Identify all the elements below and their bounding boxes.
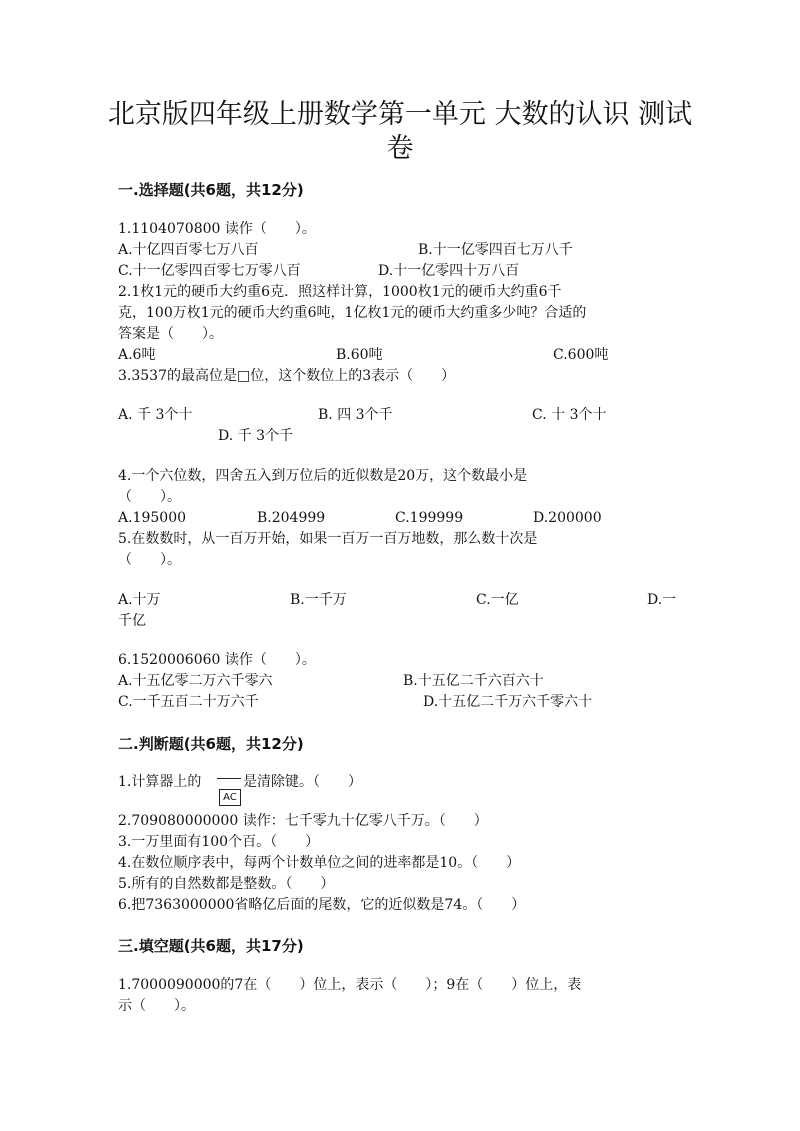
q4-line-2: （ ）。 xyxy=(118,489,181,505)
q5-option-d: D.一 xyxy=(647,592,677,608)
q5-line-2: （ ）。 xyxy=(118,552,181,568)
f1-line-1: 1.7000090000的7在（ ）位上，表示（ ）；9在（ ）位上，表 xyxy=(118,977,582,993)
q6-stem: 6.1520006060 读作（ ）。 xyxy=(118,652,316,668)
q5-option-a: A.十万 xyxy=(118,592,161,608)
q3-option-c: C. 十 3个十 xyxy=(532,407,607,423)
q2-line-2: 克，100万枚1元的硬币大约重6吨，1亿枚1元的硬币大约重多少吨？合适的 xyxy=(118,305,587,321)
q4-option-c: C.199999 xyxy=(395,510,464,526)
q6-option-b: B.十五亿二千六百六十 xyxy=(403,673,544,689)
q5-line-1: 5.在数数时，从一百万开始，如果一百万一百万地数，那么数十次是 xyxy=(118,531,538,547)
q3-option-a: A. 千 3个十 xyxy=(118,407,193,423)
page-title xyxy=(100,98,700,166)
section-fill-title: 三.填空题(共6题，共17分) xyxy=(118,937,304,955)
q1-option-a: A.十亿四百零七万八百 xyxy=(118,242,259,258)
q6-option-a: A.十五亿零二万六千零六 xyxy=(118,673,273,689)
j4-text: 4.在数位顺序表中，每两个计数单位之间的进率都是10。（ ） xyxy=(118,855,521,871)
section-judge-title: 二.判断题(共6题，共12分) xyxy=(118,735,304,753)
q1-option-c: C.十一亿零四百零七万零八百 xyxy=(118,263,301,279)
q3-option-d: D. 千 3个千 xyxy=(218,428,293,444)
q3-option-b: B. 四 3个千 xyxy=(318,407,393,423)
q2-line-1: 2.1枚1元的硬币大约重6克．照这样计算，1000枚1元的硬币大约重6千 xyxy=(118,284,562,300)
j1-text-b: 是清除键。（ ） xyxy=(243,774,362,790)
title-line-2: 卷 xyxy=(386,133,414,164)
q6-option-d: D.十五亿二千万六千零六十 xyxy=(423,694,593,710)
ac-key-icon: AC xyxy=(219,789,241,806)
title-line-1: 北京版四年级上册数学第一单元 大数的认识 测试 xyxy=(107,99,693,130)
ac-key-top-line xyxy=(217,778,241,779)
j6-text: 6.把7363000000省略亿后面的尾数，它的近似数是74。（ ） xyxy=(118,897,526,913)
q1-option-b: B.十一亿零四百七万八千 xyxy=(418,242,573,258)
q2-option-c: C.600吨 xyxy=(553,347,609,363)
q5-option-c: C.一亿 xyxy=(476,592,519,608)
q5-option-b: B.一千万 xyxy=(290,592,347,608)
j2-text: 2.709080000000 读作：七千零九十亿零八千万。（ ） xyxy=(118,813,488,829)
q1-option-d: D.十一亿零四十万八百 xyxy=(378,263,520,279)
q2-line-3: 答案是（ ）。 xyxy=(118,326,223,342)
f1-line-2: 示（ ）。 xyxy=(118,998,195,1014)
q5-option-d-cont: 千亿 xyxy=(118,613,146,629)
j3-text: 3.一万里面有100个百。（ ） xyxy=(118,834,320,850)
q2-option-b: B.60吨 xyxy=(336,347,383,363)
q4-option-d: D.200000 xyxy=(533,510,602,526)
q6-option-c: C.一千五百二十万六千 xyxy=(118,694,259,710)
q4-line-1: 4.一个六位数，四舍五入到万位后的近似数是20万，这个数最小是 xyxy=(118,468,528,484)
q4-option-b: B.204999 xyxy=(257,510,326,526)
q4-option-a: A.195000 xyxy=(118,510,187,526)
q1-stem: 1.1104070800 读作（ ）。 xyxy=(118,221,316,237)
j1-text-a: 1.计算器上的 xyxy=(118,774,202,790)
j5-text: 5.所有的自然数都是整数。（ ） xyxy=(118,876,335,892)
q2-option-a: A.6吨 xyxy=(118,347,156,363)
section-choice-title: 一.选择题(共6题，共12分) xyxy=(118,181,304,199)
q3-stem: 3.3537的最高位是□位，这个数位上的3表示（ ） xyxy=(118,368,456,384)
